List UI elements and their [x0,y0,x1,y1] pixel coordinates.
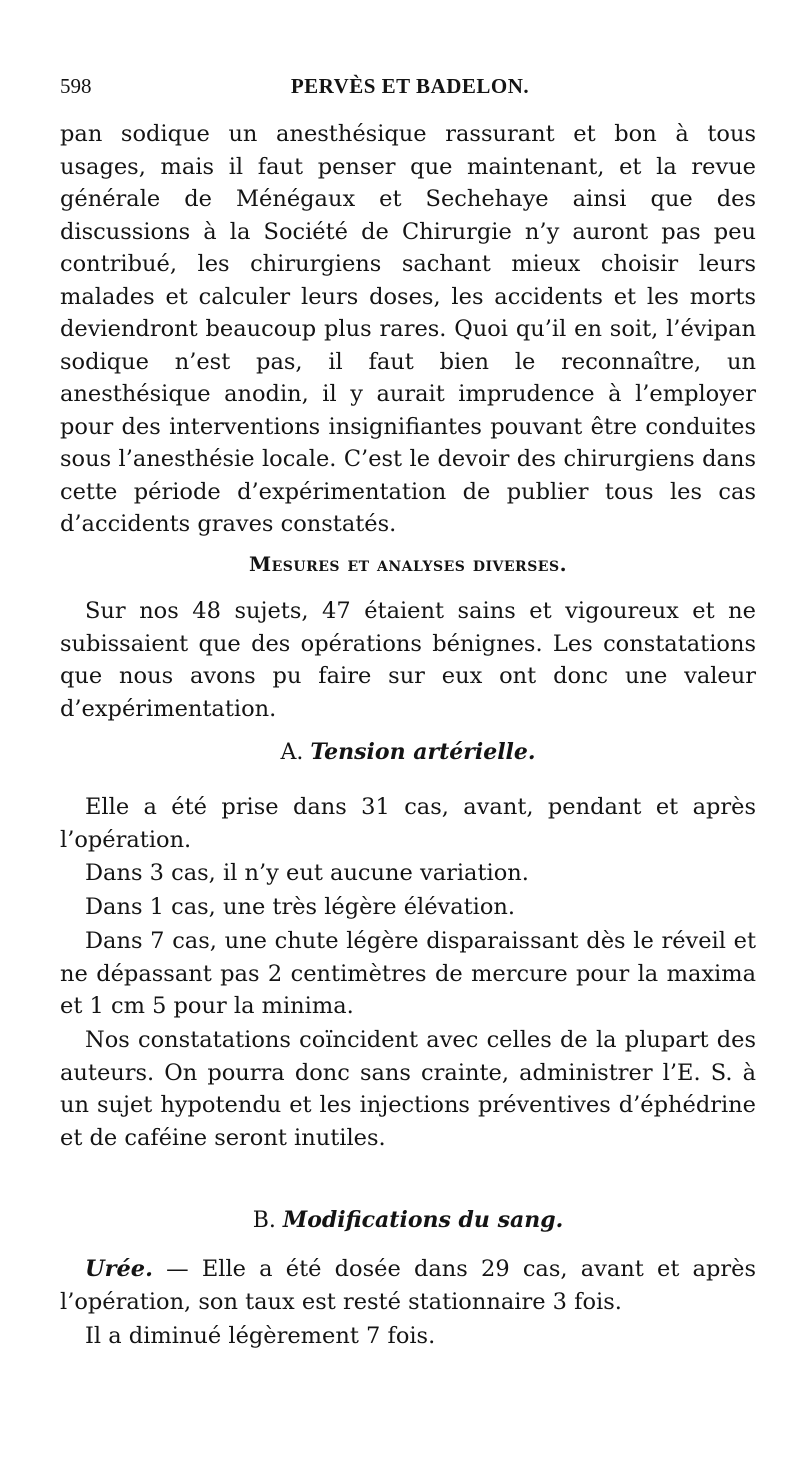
page-header [60,68,760,104]
uree-label: Urée. [85,1256,153,1282]
subheading-prefix: B. [252,1208,276,1233]
paragraph-fall: Dans 7 cas, une chute légère disparaissant dès le réveil et ne dépassant pas 2 centimètres de mercure pour la maxima et 1 cm 5 pour la minima. [60,928,756,1019]
section-heading: Mesures et analyses diverses. [248,552,568,576]
paragraph-evipan: pan sodique un anesthésique rassurant et bon à tous usages, mais il faut penser que maintenant, et la revue générale de Ménégaux et Sechehaye ainsi que des discussions à la Société de Chirurgie n’y auront pas peu contribué, les chirurgiens sachant mieux choisir leurs malades et calculer leurs doses, les accidents et les morts deviendront beaucoup plus rares. Quoi qu’il en soit, l’évipan sodique n’est pas, il faut bien le reconnaître, un anesthésique anodin, il y aurait imprudence à l’employer pour des interventions insignifiantes pouvant être conduites sous l’anesthésie locale. C’est le devoir des chirurgiens dans cette période d’expérimentation de publier tous les cas d’accidents graves constatés. [60,121,756,537]
running-head: PERVÈS ET BADELON. [290,74,530,98]
subheading-title: Modifications du sang. [282,1207,564,1233]
paragraph-decrease: Il a diminué légèrement 7 fois. [85,1323,436,1349]
uree-text: — Elle a été dosée dans 29 cas, avant et après l’opération, son taux est resté stationnaire 3 fois. [60,1256,756,1315]
subheading-blood [60,1207,756,1233]
subheading-prefix: A. [280,740,304,765]
paragraph-subjects: Sur nos 48 sujets, 47 étaient sains et vigoureux et ne subissaient que des opérations bénignes. Les constatations que nous avons pu faire sur eux ont donc une valeur d’expérimentation. [60,598,756,722]
subheading-tension [60,739,756,765]
paragraph-no-variation: Dans 3 cas, il n’y eut aucune variation. [85,860,529,886]
paragraph-uree [60,1253,756,1318]
paragraph-elevation: Dans 1 cas, une très légère élévation. [85,894,516,920]
subheading-title: Tension artérielle. [310,739,536,765]
paragraph-conclusions: Nos constatations coïncident avec celles de la plupart des auteurs. On pourra donc sans crainte, administrer l’E. S. à un sujet hypotendu et les injections préventives d’éphédrine et de caféine seront inutiles. [60,1027,756,1151]
paragraph-tension-taken: Elle a été prise dans 31 cas, avant, pendant et après l’opération. [60,794,756,853]
page-number: 598 [60,74,92,98]
